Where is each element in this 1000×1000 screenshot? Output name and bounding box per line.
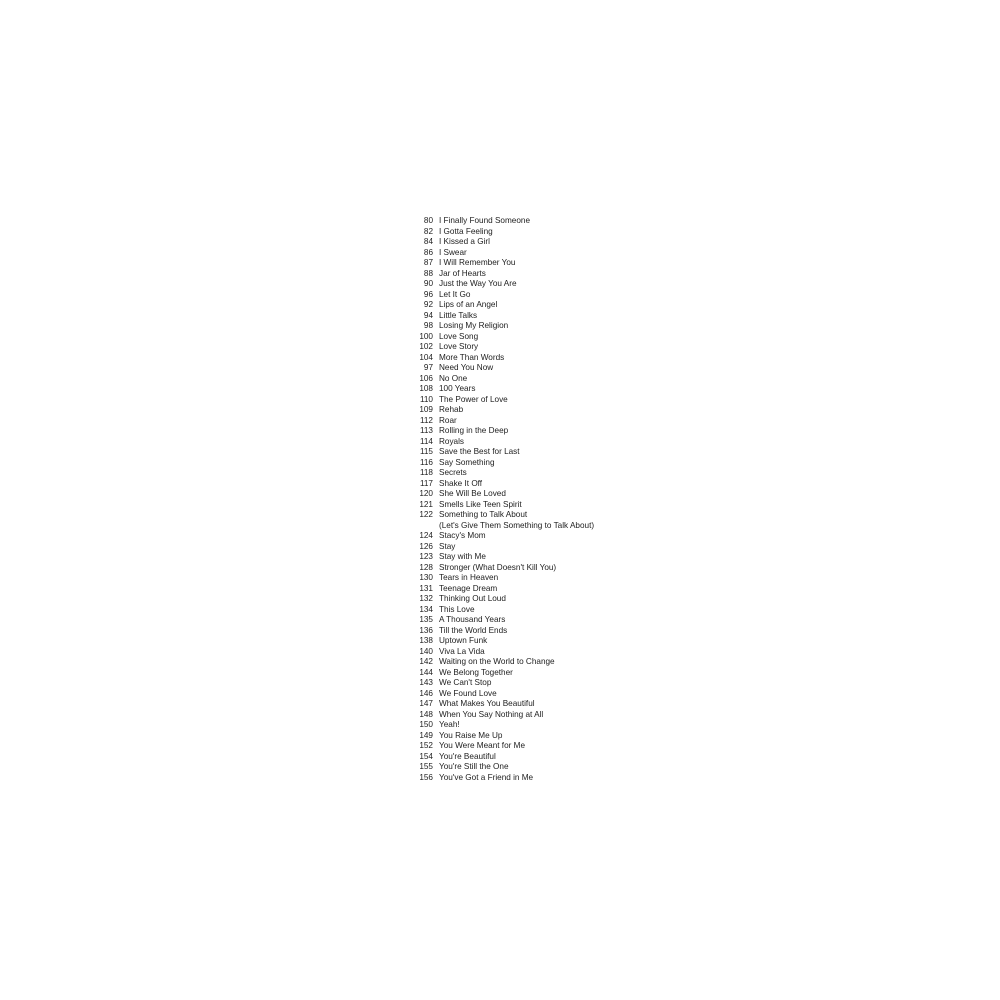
toc-song-title: Need You Now bbox=[439, 363, 494, 372]
toc-page-number: 136 bbox=[419, 625, 433, 635]
toc-song-title: I Swear bbox=[439, 247, 467, 257]
toc-song-title: Stay with Me bbox=[439, 552, 486, 561]
toc-entry bbox=[416, 332, 716, 343]
toc-page-number: 87 bbox=[423, 258, 433, 267]
toc-song-title: This Love bbox=[439, 604, 475, 614]
toc-song-title: She Will Be Loved bbox=[439, 489, 506, 498]
toc-song-title: Just the Way You Are bbox=[439, 279, 517, 288]
toc-entry bbox=[416, 447, 716, 458]
toc-song-title: Uptown Funk bbox=[439, 636, 488, 645]
toc-page-number: 130 bbox=[419, 573, 433, 582]
toc-song-title: Jar of Hearts bbox=[439, 268, 486, 278]
toc-page-number: 131 bbox=[419, 583, 433, 593]
toc-entry bbox=[416, 720, 716, 731]
toc-song-title: I Gotta Feeling bbox=[439, 226, 493, 236]
toc-song-title: Shake It Off bbox=[439, 478, 483, 488]
toc-entry bbox=[416, 542, 716, 553]
toc-entry bbox=[416, 426, 716, 437]
toc-song-title: Smells Like Teen Spirit bbox=[439, 499, 522, 509]
toc-entry bbox=[416, 374, 716, 385]
toc-page-number: 126 bbox=[419, 541, 433, 551]
toc-song-title: You've Got a Friend in Me bbox=[439, 772, 534, 782]
toc-song-title: You're Beautiful bbox=[439, 751, 496, 761]
toc-song-title: We Can't Stop bbox=[439, 678, 492, 687]
toc-entry bbox=[416, 689, 716, 700]
toc-entry bbox=[416, 678, 716, 689]
toc-entry bbox=[416, 563, 716, 574]
toc-song-title: Roar bbox=[439, 415, 457, 425]
toc-song-title: Losing My Religion bbox=[439, 321, 509, 330]
toc-page-number: 96 bbox=[423, 289, 433, 299]
toc-entry bbox=[416, 552, 716, 563]
toc-entry bbox=[416, 615, 716, 626]
toc-page-number: 106 bbox=[419, 373, 433, 383]
toc-entry bbox=[416, 311, 716, 322]
toc-page-number: 86 bbox=[423, 247, 433, 257]
toc-song-title: Stay bbox=[439, 541, 456, 551]
toc-song-title: A Thousand Years bbox=[439, 615, 506, 624]
toc-entry bbox=[416, 594, 716, 605]
toc-entry bbox=[416, 321, 716, 332]
toc-entry bbox=[416, 300, 716, 311]
toc-entry bbox=[416, 573, 716, 584]
toc-entry bbox=[416, 605, 716, 616]
toc-entry bbox=[416, 500, 716, 511]
toc-entry bbox=[416, 489, 716, 500]
toc-page-number: 138 bbox=[419, 636, 433, 645]
toc-page-number: 142 bbox=[419, 657, 433, 666]
toc-entry bbox=[416, 458, 716, 469]
toc-entry bbox=[416, 773, 716, 784]
toc-page-number: 146 bbox=[419, 688, 433, 698]
toc-page-number: 117 bbox=[419, 478, 433, 488]
toc-song-title: Viva La Vida bbox=[439, 646, 485, 656]
toc-song-title: You're Still the One bbox=[439, 762, 509, 771]
toc-song-title: Stronger (What Doesn't Kill You) bbox=[439, 562, 557, 572]
toc-entry bbox=[416, 668, 716, 679]
toc-entry bbox=[416, 521, 716, 532]
toc-page-number: 148 bbox=[419, 709, 433, 719]
toc-entry bbox=[416, 258, 716, 269]
toc-entry bbox=[416, 531, 716, 542]
toc-song-title: I Finally Found Someone bbox=[439, 216, 531, 225]
toc-song-title: You Raise Me Up bbox=[439, 730, 503, 740]
toc-entry bbox=[416, 395, 716, 406]
toc-page-number: 154 bbox=[419, 751, 433, 761]
toc-song-title: When You Say Nothing at All bbox=[439, 709, 544, 719]
toc-page-number: 90 bbox=[423, 279, 433, 288]
toc-page-number: 109 bbox=[419, 405, 433, 414]
toc-song-title: We Belong Together bbox=[439, 667, 513, 677]
toc-song-title: 100 Years bbox=[439, 384, 476, 393]
toc-page-number: 82 bbox=[423, 226, 433, 236]
toc-page-number: 156 bbox=[419, 772, 433, 782]
toc-page-number: 134 bbox=[419, 604, 433, 614]
toc-page-number: 140 bbox=[419, 646, 433, 656]
toc-page-number: 80 bbox=[423, 216, 433, 225]
toc-song-title: We Found Love bbox=[439, 688, 497, 698]
toc-song-title: You Were Meant for Me bbox=[439, 741, 526, 750]
toc-entry bbox=[416, 248, 716, 259]
toc-page-number: 84 bbox=[423, 237, 433, 246]
toc-page-number: 152 bbox=[419, 741, 433, 750]
toc-song-title: Secrets bbox=[439, 468, 467, 477]
toc-page-number: 108 bbox=[419, 384, 433, 393]
toc-entry bbox=[416, 363, 716, 374]
toc-entry bbox=[416, 290, 716, 301]
toc-entry bbox=[416, 647, 716, 658]
toc-page-number: 128 bbox=[419, 562, 433, 572]
toc-entry bbox=[416, 416, 716, 427]
toc-song-title: Say Something bbox=[439, 457, 495, 467]
toc-entry bbox=[416, 752, 716, 763]
toc-entry bbox=[416, 468, 716, 479]
toc-song-title: Lips of an Angel bbox=[439, 300, 498, 309]
toc-song-title: Waiting on the World to Change bbox=[439, 657, 555, 666]
toc-page-number: 98 bbox=[423, 321, 433, 330]
toc-page-number: 102 bbox=[419, 342, 433, 351]
toc-page-number: 135 bbox=[419, 615, 433, 624]
toc-page-number bbox=[416, 521, 433, 532]
toc-song-title: Little Talks bbox=[439, 310, 478, 320]
toc-song-title: Let It Go bbox=[439, 289, 471, 299]
toc-page-number: 94 bbox=[423, 310, 433, 320]
toc-entry bbox=[416, 384, 716, 395]
toc-song-title: (Let's Give Them Something to Talk About) bbox=[439, 520, 595, 530]
toc-song-title: I Will Remember You bbox=[439, 258, 516, 267]
toc-entry bbox=[416, 405, 716, 416]
toc-page-number: 116 bbox=[419, 457, 433, 467]
toc-entry bbox=[416, 353, 716, 364]
toc-entry bbox=[416, 342, 716, 353]
toc-song-title: Stacy's Mom bbox=[439, 531, 486, 540]
toc-page-number: 147 bbox=[419, 699, 433, 708]
toc-entry bbox=[416, 584, 716, 595]
toc-song-title: Tears in Heaven bbox=[439, 573, 499, 582]
toc-page-number: 100 bbox=[419, 331, 433, 341]
toc-page-number: 144 bbox=[419, 667, 433, 677]
toc-page-number: 122 bbox=[419, 510, 433, 519]
toc-entry bbox=[416, 699, 716, 710]
toc-entry bbox=[416, 269, 716, 280]
toc-entry bbox=[416, 479, 716, 490]
toc-page-number: 115 bbox=[419, 447, 433, 456]
toc-entry bbox=[416, 657, 716, 668]
toc-entry bbox=[416, 437, 716, 448]
toc-page-number: 149 bbox=[419, 730, 433, 740]
toc-page-number: 113 bbox=[419, 426, 433, 435]
toc-song-title: Rehab bbox=[439, 405, 464, 414]
toc-song-title: Till the World Ends bbox=[439, 625, 508, 635]
toc-song-title: Love Story bbox=[439, 342, 479, 351]
toc-entry bbox=[416, 227, 716, 238]
toc-page-number: 92 bbox=[423, 300, 433, 309]
toc-entry bbox=[416, 279, 716, 290]
toc-song-title: I Kissed a Girl bbox=[439, 237, 490, 246]
toc-entry bbox=[416, 216, 716, 227]
toc-page-number: 118 bbox=[419, 468, 433, 477]
toc-page-number: 88 bbox=[423, 268, 433, 278]
toc-page-number: 112 bbox=[419, 415, 433, 425]
toc-page-number: 150 bbox=[419, 720, 433, 729]
toc-page-number: 124 bbox=[419, 531, 433, 540]
toc-page-number: 121 bbox=[419, 499, 433, 509]
toc-song-title: No One bbox=[439, 373, 468, 383]
toc-song-title: Save the Best for Last bbox=[439, 447, 520, 456]
toc-entry bbox=[416, 237, 716, 248]
toc-page-number: 97 bbox=[423, 363, 433, 372]
toc-song-title: Love Song bbox=[439, 331, 479, 341]
toc-song-title: Teenage Dream bbox=[439, 583, 498, 593]
toc-page-number: 143 bbox=[419, 678, 433, 687]
toc-entry bbox=[416, 636, 716, 647]
toc-entry bbox=[416, 762, 716, 773]
toc-entry bbox=[416, 741, 716, 752]
toc-song-title: Yeah! bbox=[439, 720, 460, 729]
toc-song-title: Something to Talk About bbox=[439, 510, 528, 519]
toc-entry bbox=[416, 710, 716, 721]
toc-page-number: 123 bbox=[419, 552, 433, 561]
toc-song-title: The Power of Love bbox=[439, 394, 508, 404]
toc-song-title: More Than Words bbox=[439, 352, 505, 362]
toc-page-number: 120 bbox=[419, 489, 433, 498]
toc-entry bbox=[416, 510, 716, 521]
toc-entry bbox=[416, 626, 716, 637]
toc-page-number: 132 bbox=[419, 594, 433, 603]
table-of-contents bbox=[416, 216, 716, 783]
toc-entry bbox=[416, 731, 716, 742]
toc-song-title: What Makes You Beautiful bbox=[439, 699, 535, 708]
toc-page-number: 110 bbox=[419, 394, 433, 404]
toc-page-number: 155 bbox=[419, 762, 433, 771]
toc-song-title: Thinking Out Loud bbox=[439, 594, 506, 603]
toc-page-number: 104 bbox=[419, 352, 433, 362]
toc-song-title: Royals bbox=[439, 436, 465, 446]
toc-page-number: 114 bbox=[419, 436, 433, 446]
toc-song-title: Rolling in the Deep bbox=[439, 426, 509, 435]
